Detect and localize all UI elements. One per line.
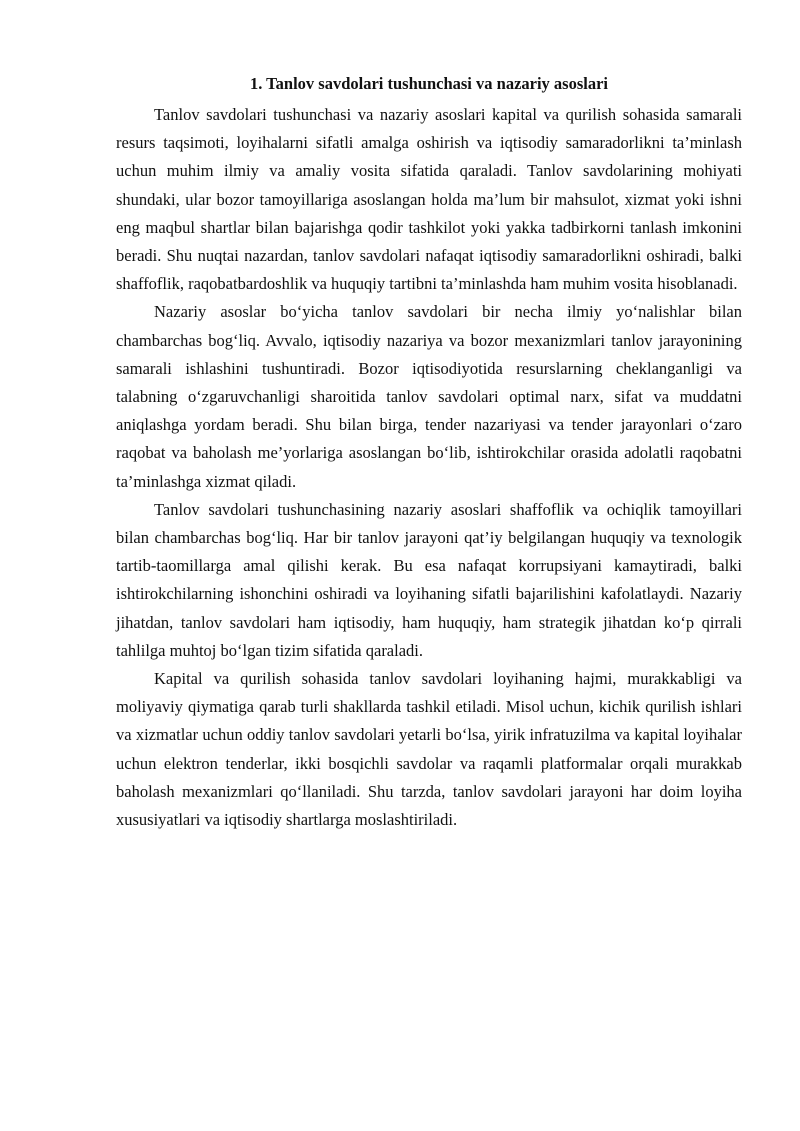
paragraph-2: Nazariy asoslar bo‘yicha tanlov savdolari bir necha ilmiy yo‘nalishlar bilan chambarchas bog‘liq. Avvalo, iqtisodiy nazariya va bozor mexanizmlari tanlov jarayonining samarali ishlashini tushuntiradi. Bozor iqtisodiyotida resurslarning cheklanganligi va talabning o‘zgaruvchanligi sharoitida tanlov savdolari optimal narx, sifat va muddatni aniqlashga yordam beradi. Shu bilan birga, tender nazariyasi va tender jarayonlari o‘zaro raqobat va baholash me’yorlariga asoslangan bo‘lib, ishtirokchilar orasida adolatli raqobatni ta’minlashga xizmat qiladi.: [116, 302, 742, 491]
section-title: 1. Tanlov savdolari tushunchasi va nazariy asoslari: [249, 74, 609, 93]
paragraph-3: Tanlov savdolari tushunchasining nazariy asoslari shaffoflik va ochiqlik tamoyillari bilan chambarchas bog‘liq. Har bir tanlov jarayoni qat’iy belgilangan huquqiy va texnologik tartib-taomillarga amal qilishi kerak. Bu esa nafaqat korrupsiyani kamaytiradi, balki ishtirokchilarning ishonchini oshiradi va loyihaning sifatli bajarilishini kafolatlaydi. Nazariy jihatdan, tanlov savdolari ham iqtisodiy, ham huquqiy, ham strategik jihatdan ko‘p qirrali tahlilga muhtoj bo‘lgan tizim sifatida qaraladi.: [116, 499, 742, 660]
document-page: [116, 70, 742, 834]
paragraph-4: Kapital va qurilish sohasida tanlov savdolari loyihaning hajmi, murakkabligi va moliyaviy qiymatiga qarab turli shakllarda tashkil etiladi. Misol uchun, kichik qurilish ishlari va xizmatlar uchun oddiy tanlov savdolari yetarli bo‘lsa, yirik infratuzilma va kapital loyihalar uchun elektron tenderlar, ikki bosqichli savdolar va raqamli platformalar orqali murakkab baholash mexanizmlari qo‘llaniladi. Shu tarzda, tanlov savdolari jarayoni har doim loyiha xususiyatlari va iqtisodiy shartlarga moslashtiriladi.: [116, 669, 742, 830]
paragraph-1: Tanlov savdolari tushunchasi va nazariy asoslari kapital va qurilish sohasida samarali resurs taqsimoti, loyihalarni sifatli amalga oshirish va iqtisodiy samaradorlikni ta’minlash uchun muhim ilmiy va amaliy vosita sifatida qaraladi. Tanlov savdolarining mohiyati shundaki, ular bozor tamoyillariga asoslangan holda ma’lum bir mahsulot, xizmat yoki ishni eng maqbul shartlar bilan bajarishga qodir tashkilot yoki yakka tadbirkorni tanlash imkonini beradi. Shu nuqtai nazardan, tanlov savdolari nafaqat iqtisodiy samaradorlikni oshiradi, balki shaffoflik, raqobatbardoshlik va huquqiy tartibni ta’minlashda ham muhim vosita hisoblanadi.: [116, 105, 742, 294]
